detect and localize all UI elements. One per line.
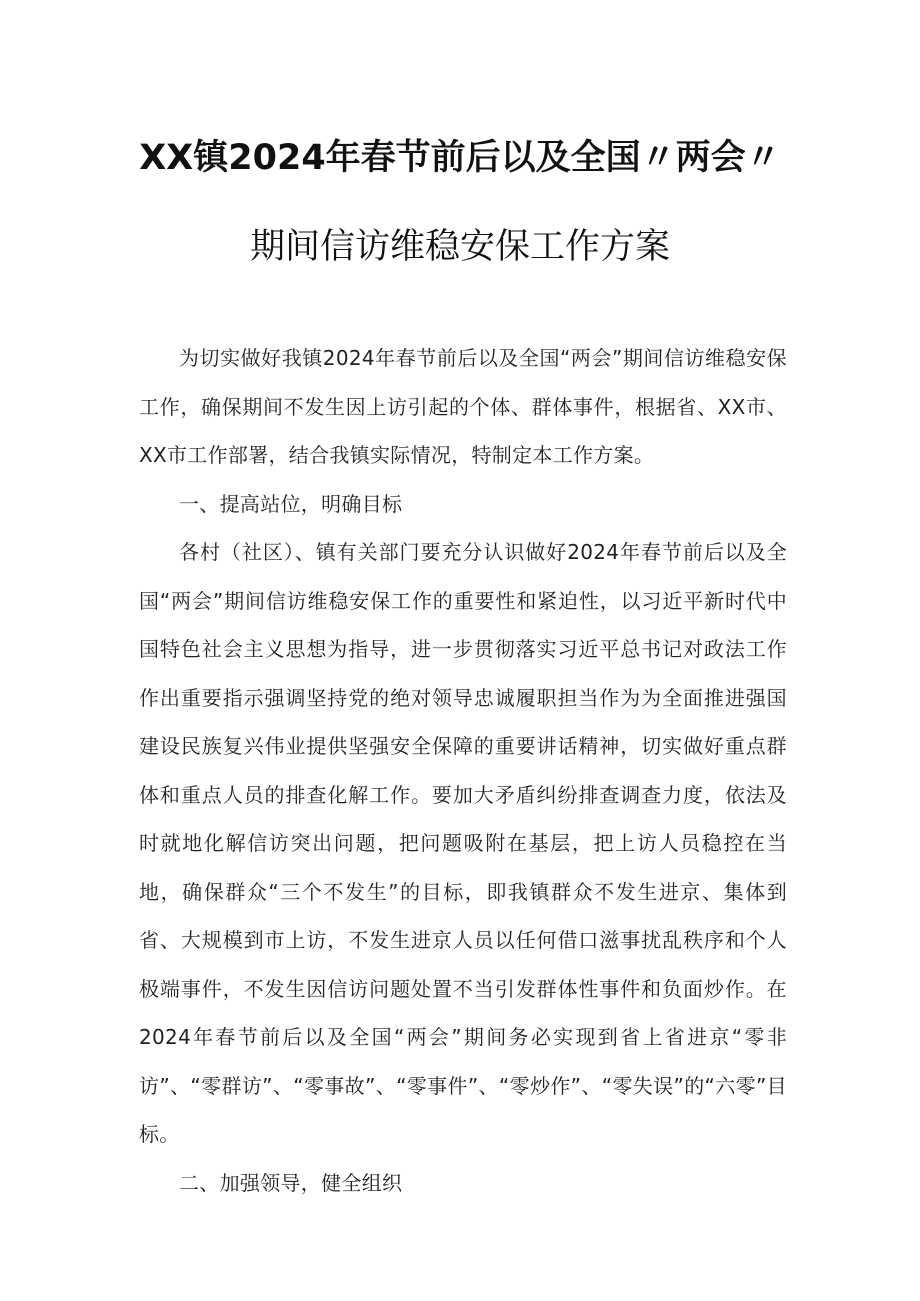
- section-heading-1: 一、提高站位，明确目标: [179, 491, 403, 516]
- document-body: [139, 334, 787, 1207]
- document-title-line-1: XX镇2024年春节前后以及全国〃两会〃: [139, 138, 781, 178]
- section-heading-2: 二、加强领导，健全组织: [179, 1170, 403, 1195]
- intro-paragraph: 为切实做好我镇2024年春节前后以及全国“两会”期间信访维稳安保工作，确保期间不发生因上访引起的个体、群体事件，根据省、XX市、XX市工作部署，结合我镇实际情况，特制定本工作方案。: [139, 346, 787, 467]
- section-1-paragraph: 各村（社区）、镇有关部门要充分认识做好2024年春节前后以及全国“两会”期间信访维稳安保工作的重要性和紧迫性，以习近平新时代中国特色社会主义思想为指导，进一步贯彻落实习近平总书记对政法工作作出重要指示强调坚持党的绝对领导忠诚履职担当作为为全面推进强国建设民族复兴伟业提供坚强安全保障的重要讲话精神，切实做好重点群体和重点人员的排查化解工作。要加大矛盾纠纷排查调查力度，依法及时就地化解信访突出问题，把问题吸附在基层，把上访人员稳控在当地，确保群众“三个不发生”的目标，即我镇群众不发生进京、集体到省、大规模到市上访，不发生进京人员以任何借口滋事扰乱秩序和个人极端事件，不发生因信访问题处置不当引发群体性事件和负面炒作。在2024年春节前后以及全国“两会”期间务必实现到省上省进京“零非访”、“零群访”、“零事故”、“零事件”、“零炒作”、“零失误”的“六零”目标。: [139, 540, 787, 1146]
- document-title-line-2: 期间信访维稳安保工作方案: [249, 227, 670, 267]
